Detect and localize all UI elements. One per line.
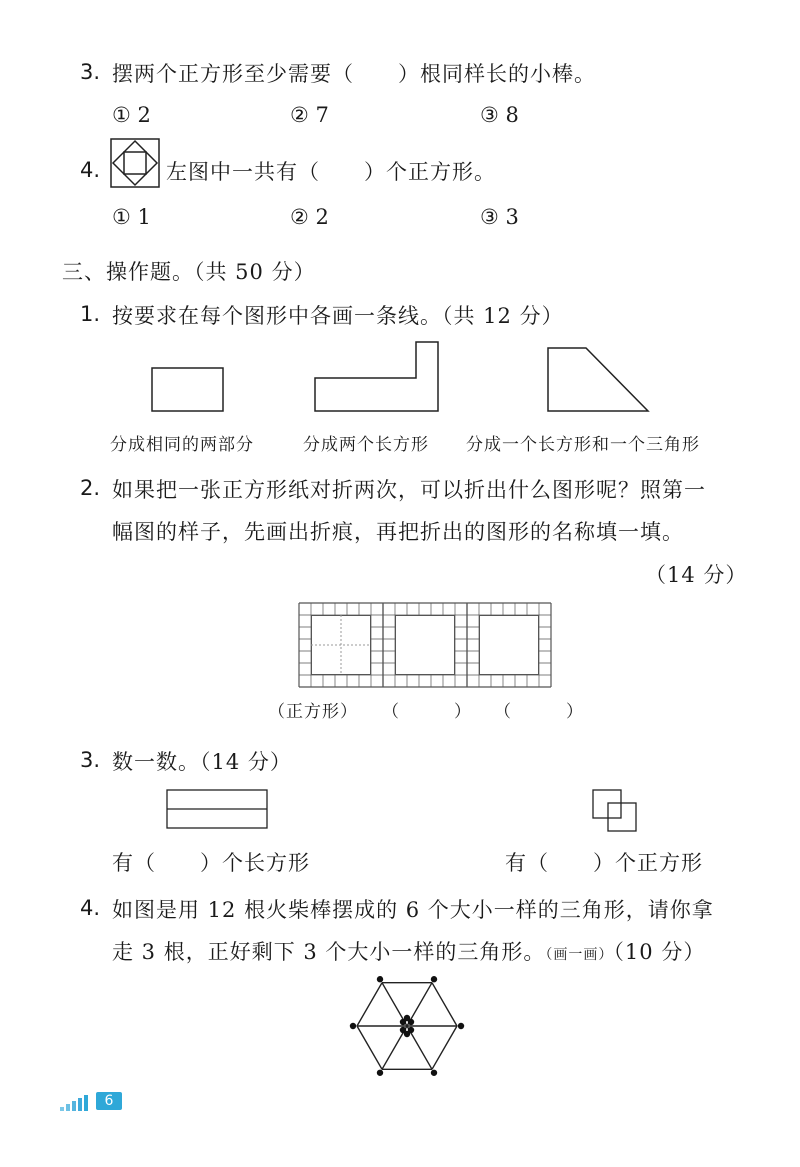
caption-2: 分成两个长方形 <box>303 435 429 455</box>
caption-3: 分成一个长方形和一个三角形 <box>466 435 700 455</box>
matchstick-head <box>377 1070 383 1076</box>
matchstick-outer <box>432 1026 457 1069</box>
page-number: 6 <box>96 1092 122 1110</box>
p3q4-line2-main: 走 3 根，正好剩下 3 个大小一样的三角形。 <box>112 940 546 964</box>
matchstick-head <box>350 1023 356 1029</box>
matchsticks <box>357 983 457 1070</box>
q4-option-2: ② 2 <box>290 205 329 229</box>
q3-text: 摆两个正方形至少需要（ ）根同样长的小棒。 <box>112 62 596 86</box>
matchstick-head <box>404 1015 410 1021</box>
matchstick-outer <box>357 983 382 1026</box>
p3q2-score: （14 分） <box>645 563 748 587</box>
p3q2-line1: 如果把一张正方形纸对折两次，可以折出什么图形呢？照第一 <box>112 478 706 502</box>
matchstick-head <box>377 976 383 982</box>
matchstick-head <box>431 976 437 982</box>
p3q1-text: 按要求在每个图形中各画一条线。（共 12 分） <box>112 304 564 328</box>
section-heading: 三、操作题。（共 50 分） <box>62 260 316 284</box>
q3-option-2: ② 7 <box>290 103 329 127</box>
matchstick-outer <box>432 983 457 1026</box>
q4-option-1: ① 1 <box>112 205 151 229</box>
p3q4-number: 4. <box>80 896 101 920</box>
p3q1-number: 1. <box>80 302 101 326</box>
answer-2[interactable]: （ ） <box>382 702 472 722</box>
q4-option-3: ③ 3 <box>480 205 519 229</box>
answer-1: （正方形） <box>268 702 358 722</box>
q4-number: 4. <box>80 158 101 182</box>
count-rectangles-blank[interactable]: 有（ ）个长方形 <box>112 851 310 875</box>
p3q2-number: 2. <box>80 476 101 500</box>
caption-1: 分成相同的两部分 <box>110 435 254 455</box>
p3q4-draw-hint: （画一画） <box>545 947 614 963</box>
signal-bars-icon <box>60 1094 94 1112</box>
q3-option-3: ③ 8 <box>480 103 519 127</box>
answer-3[interactable]: （ ） <box>494 702 584 722</box>
p3q4-score: （10 分） <box>613 940 706 964</box>
matchstick-head <box>431 1070 437 1076</box>
p3q2-line2: 幅图的样子，先画出折痕，再把折出的图形的名称填一填。 <box>112 520 684 544</box>
q3-number: 3. <box>80 60 101 84</box>
p3q3-number: 3. <box>80 748 101 772</box>
count-squares-blank[interactable]: 有（ ）个正方形 <box>505 851 703 875</box>
matchstick-head <box>458 1023 464 1029</box>
p3q4-line1: 如图是用 12 根火柴棒摆成的 6 个大小一样的三角形，请你拿 <box>112 898 714 922</box>
q4-text: 左图中一共有（ ）个正方形。 <box>166 160 496 184</box>
p3q3-text: 数一数。（14 分） <box>112 750 292 774</box>
matchstick-outer <box>357 1026 382 1069</box>
matchstick-head <box>404 1031 410 1037</box>
q3-option-1: ① 2 <box>112 103 151 127</box>
